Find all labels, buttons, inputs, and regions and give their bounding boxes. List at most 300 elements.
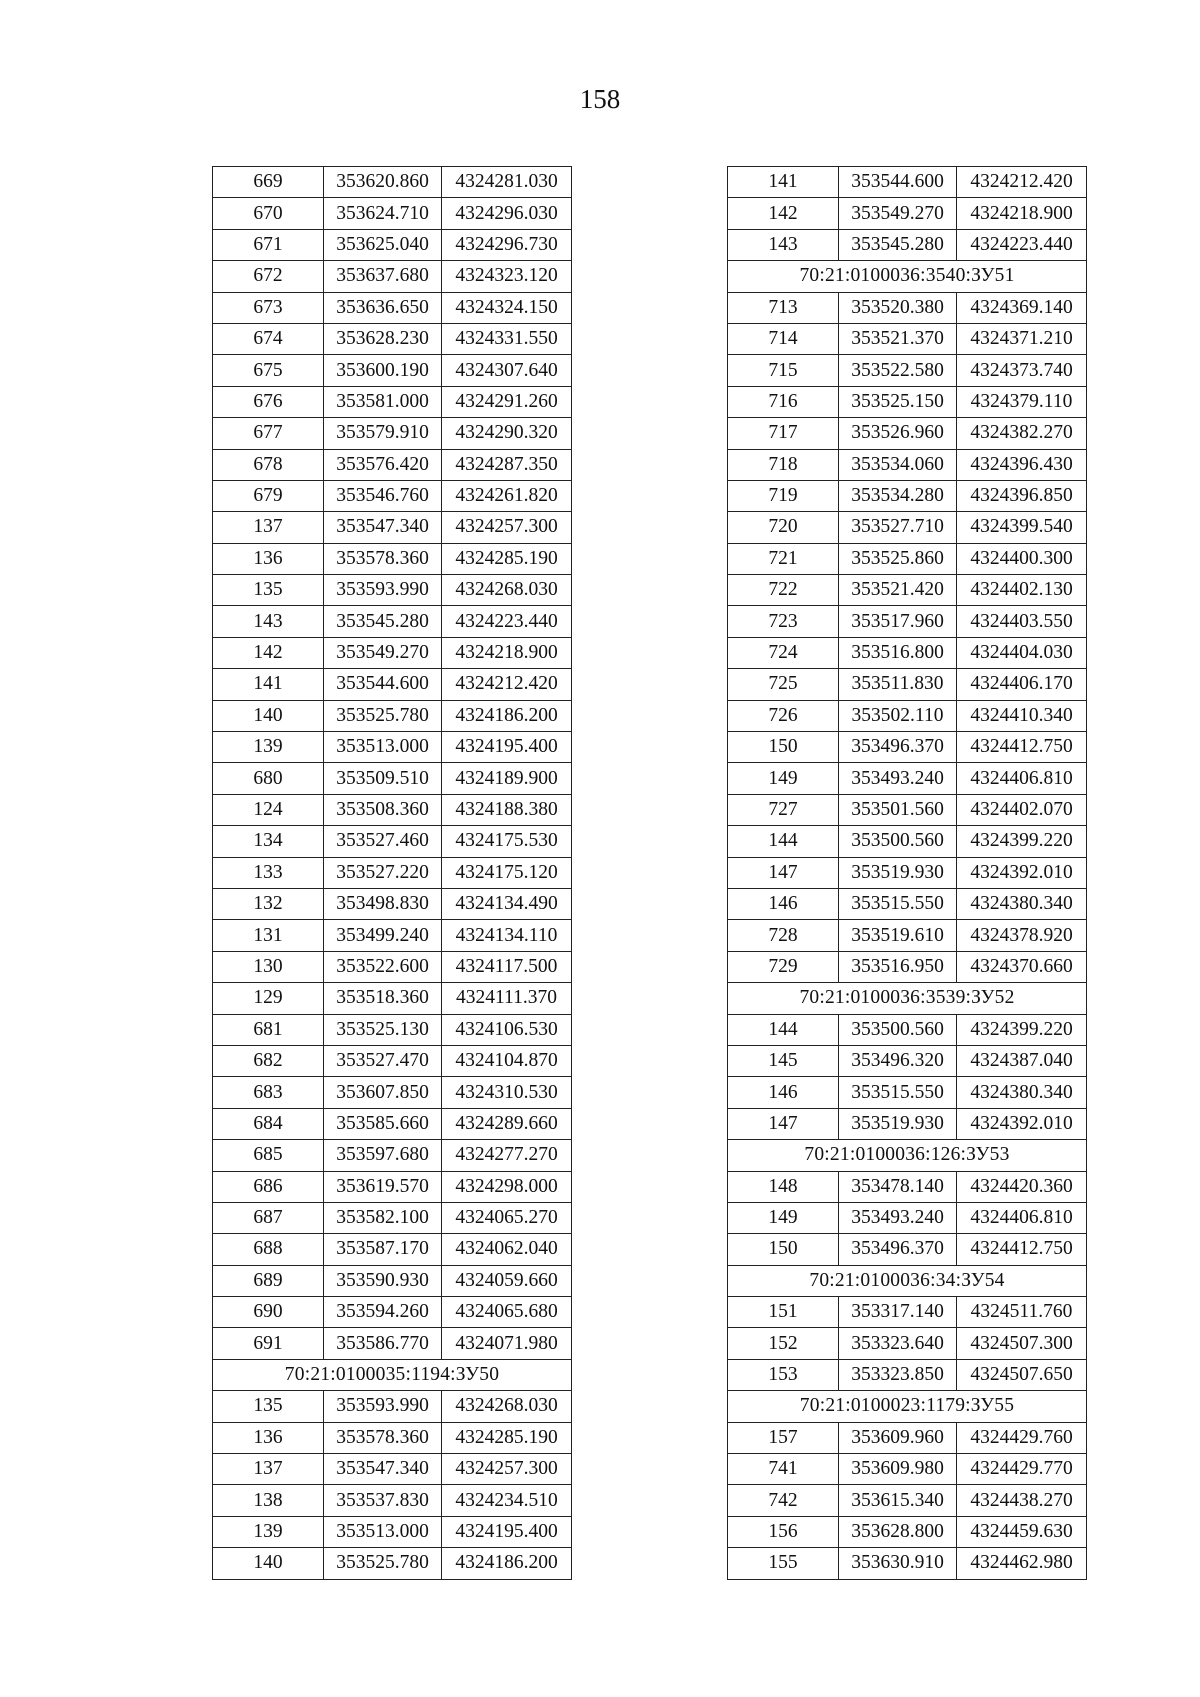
x-coordinate-cell: 353515.550	[839, 888, 957, 919]
x-coordinate-cell: 353522.580	[839, 355, 957, 386]
point-number-cell: 142	[728, 198, 839, 229]
x-coordinate-cell: 353502.110	[839, 700, 957, 731]
table-row	[728, 480, 1087, 511]
table-row	[728, 229, 1087, 260]
y-coordinate-cell: 4324399.220	[957, 826, 1087, 857]
x-coordinate-cell: 353586.770	[324, 1328, 442, 1359]
point-number-cell: 143	[213, 606, 324, 637]
x-coordinate-cell: 353496.370	[839, 1234, 957, 1265]
y-coordinate-cell: 4324212.420	[442, 669, 572, 700]
x-coordinate-cell: 353619.570	[324, 1171, 442, 1202]
table-row	[213, 1045, 572, 1076]
x-coordinate-cell: 353521.370	[839, 323, 957, 354]
table-row	[213, 1297, 572, 1328]
x-coordinate-cell: 353545.280	[324, 606, 442, 637]
table-row	[213, 606, 572, 637]
x-coordinate-cell: 353527.460	[324, 826, 442, 857]
x-coordinate-cell: 353517.960	[839, 606, 957, 637]
y-coordinate-cell: 4324289.660	[442, 1108, 572, 1139]
x-coordinate-cell: 353594.260	[324, 1297, 442, 1328]
y-coordinate-cell: 4324403.550	[957, 606, 1087, 637]
y-coordinate-cell: 4324307.640	[442, 355, 572, 386]
point-number-cell: 151	[728, 1297, 839, 1328]
y-coordinate-cell: 4324380.340	[957, 1077, 1087, 1108]
y-coordinate-cell: 4324296.730	[442, 229, 572, 260]
y-coordinate-cell: 4324175.120	[442, 857, 572, 888]
section-header-row	[728, 1391, 1087, 1422]
x-coordinate-cell: 353547.340	[324, 1454, 442, 1485]
table-row	[728, 1234, 1087, 1265]
y-coordinate-cell: 4324399.540	[957, 512, 1087, 543]
table-row	[213, 983, 572, 1014]
point-number-cell: 136	[213, 543, 324, 574]
point-number-cell: 134	[213, 826, 324, 857]
y-coordinate-cell: 4324462.980	[957, 1548, 1087, 1579]
y-coordinate-cell: 4324285.190	[442, 543, 572, 574]
parcel-id-label: 70:21:0100036:3539:ЗУ52	[728, 983, 1087, 1014]
point-number-cell: 691	[213, 1328, 324, 1359]
x-coordinate-cell: 353509.510	[324, 763, 442, 794]
point-number-cell: 673	[213, 292, 324, 323]
point-number-cell: 680	[213, 763, 324, 794]
x-coordinate-cell: 353478.140	[839, 1171, 957, 1202]
point-number-cell: 145	[728, 1045, 839, 1076]
table-row	[728, 920, 1087, 951]
table-row	[213, 732, 572, 763]
x-coordinate-cell: 353628.800	[839, 1516, 957, 1547]
x-coordinate-cell: 353607.850	[324, 1077, 442, 1108]
point-number-cell: 155	[728, 1548, 839, 1579]
x-coordinate-cell: 353630.910	[839, 1548, 957, 1579]
point-number-cell: 727	[728, 794, 839, 825]
parcel-id-label: 70:21:0100036:34:ЗУ54	[728, 1265, 1087, 1296]
parcel-id-label: 70:21:0100035:1194:ЗУ50	[213, 1359, 572, 1390]
section-header-row	[728, 1140, 1087, 1171]
y-coordinate-cell: 4324287.350	[442, 449, 572, 480]
y-coordinate-cell: 4324387.040	[957, 1045, 1087, 1076]
table-row	[213, 1108, 572, 1139]
x-coordinate-cell: 353519.930	[839, 857, 957, 888]
y-coordinate-cell: 4324218.900	[957, 198, 1087, 229]
y-coordinate-cell: 4324406.170	[957, 669, 1087, 700]
y-coordinate-cell: 4324234.510	[442, 1485, 572, 1516]
y-coordinate-cell: 4324310.530	[442, 1077, 572, 1108]
table-row	[728, 449, 1087, 480]
point-number-cell: 139	[213, 732, 324, 763]
y-coordinate-cell: 4324392.010	[957, 857, 1087, 888]
x-coordinate-cell: 353496.370	[839, 732, 957, 763]
table-row	[213, 261, 572, 292]
table-row	[728, 606, 1087, 637]
x-coordinate-cell: 353498.830	[324, 888, 442, 919]
point-number-cell: 129	[213, 983, 324, 1014]
table-row	[213, 857, 572, 888]
x-coordinate-cell: 353525.130	[324, 1014, 442, 1045]
coordinates-table-left	[212, 166, 572, 1580]
y-coordinate-cell: 4324175.530	[442, 826, 572, 857]
y-coordinate-cell: 4324369.140	[957, 292, 1087, 323]
y-coordinate-cell: 4324223.440	[442, 606, 572, 637]
x-coordinate-cell: 353499.240	[324, 920, 442, 951]
point-number-cell: 150	[728, 732, 839, 763]
table-row	[728, 292, 1087, 323]
point-number-cell: 679	[213, 480, 324, 511]
point-number-cell: 721	[728, 543, 839, 574]
x-coordinate-cell: 353625.040	[324, 229, 442, 260]
x-coordinate-cell: 353323.640	[839, 1328, 957, 1359]
x-coordinate-cell: 353513.000	[324, 732, 442, 763]
y-coordinate-cell: 4324062.040	[442, 1234, 572, 1265]
y-coordinate-cell: 4324370.660	[957, 951, 1087, 982]
x-coordinate-cell: 353579.910	[324, 418, 442, 449]
y-coordinate-cell: 4324324.150	[442, 292, 572, 323]
table-row	[213, 669, 572, 700]
y-coordinate-cell: 4324186.200	[442, 700, 572, 731]
y-coordinate-cell: 4324195.400	[442, 1516, 572, 1547]
x-coordinate-cell: 353534.280	[839, 480, 957, 511]
point-number-cell: 156	[728, 1516, 839, 1547]
y-coordinate-cell: 4324257.300	[442, 1454, 572, 1485]
point-number-cell: 719	[728, 480, 839, 511]
table-row	[728, 700, 1087, 731]
point-number-cell: 140	[213, 700, 324, 731]
table-row	[213, 888, 572, 919]
y-coordinate-cell: 4324402.130	[957, 575, 1087, 606]
point-number-cell: 689	[213, 1265, 324, 1296]
x-coordinate-cell: 353549.270	[324, 637, 442, 668]
point-number-cell: 678	[213, 449, 324, 480]
x-coordinate-cell: 353525.860	[839, 543, 957, 574]
table-row	[213, 1454, 572, 1485]
y-coordinate-cell: 4324111.370	[442, 983, 572, 1014]
table-row	[728, 1077, 1087, 1108]
table-row	[213, 700, 572, 731]
section-header-row	[728, 983, 1087, 1014]
point-number-cell: 684	[213, 1108, 324, 1139]
x-coordinate-cell: 353521.420	[839, 575, 957, 606]
table-row	[728, 1454, 1087, 1485]
point-number-cell: 137	[213, 512, 324, 543]
table-row	[728, 323, 1087, 354]
section-header-row	[728, 261, 1087, 292]
point-number-cell: 150	[728, 1234, 839, 1265]
y-coordinate-cell: 4324373.740	[957, 355, 1087, 386]
x-coordinate-cell: 353587.170	[324, 1234, 442, 1265]
x-coordinate-cell: 353496.320	[839, 1045, 957, 1076]
point-number-cell: 722	[728, 575, 839, 606]
table-row	[728, 1516, 1087, 1547]
y-coordinate-cell: 4324410.340	[957, 700, 1087, 731]
table-row	[213, 543, 572, 574]
y-coordinate-cell: 4324104.870	[442, 1045, 572, 1076]
x-coordinate-cell: 353628.230	[324, 323, 442, 354]
table-row	[728, 1485, 1087, 1516]
y-coordinate-cell: 4324277.270	[442, 1140, 572, 1171]
y-coordinate-cell: 4324412.750	[957, 732, 1087, 763]
y-coordinate-cell: 4324291.260	[442, 386, 572, 417]
x-coordinate-cell: 353549.270	[839, 198, 957, 229]
y-coordinate-cell: 4324071.980	[442, 1328, 572, 1359]
x-coordinate-cell: 353624.710	[324, 198, 442, 229]
table-row	[728, 732, 1087, 763]
table-row	[728, 857, 1087, 888]
table-row	[213, 1485, 572, 1516]
point-number-cell: 149	[728, 1202, 839, 1233]
y-coordinate-cell: 4324511.760	[957, 1297, 1087, 1328]
x-coordinate-cell: 353520.380	[839, 292, 957, 323]
x-coordinate-cell: 353519.930	[839, 1108, 957, 1139]
table-row	[728, 418, 1087, 449]
table-row	[728, 763, 1087, 794]
y-coordinate-cell: 4324396.850	[957, 480, 1087, 511]
point-number-cell: 137	[213, 1454, 324, 1485]
point-number-cell: 669	[213, 167, 324, 198]
table-row	[213, 794, 572, 825]
point-number-cell: 143	[728, 229, 839, 260]
point-number-cell: 724	[728, 637, 839, 668]
point-number-cell: 136	[213, 1422, 324, 1453]
table-row	[728, 1359, 1087, 1390]
x-coordinate-cell: 353527.710	[839, 512, 957, 543]
y-coordinate-cell: 4324117.500	[442, 951, 572, 982]
y-coordinate-cell: 4324223.440	[957, 229, 1087, 260]
point-number-cell: 716	[728, 386, 839, 417]
point-number-cell: 728	[728, 920, 839, 951]
point-number-cell: 713	[728, 292, 839, 323]
point-number-cell: 690	[213, 1297, 324, 1328]
x-coordinate-cell: 353582.100	[324, 1202, 442, 1233]
x-coordinate-cell: 353578.360	[324, 1422, 442, 1453]
x-coordinate-cell: 353525.150	[839, 386, 957, 417]
table-row	[213, 951, 572, 982]
point-number-cell: 153	[728, 1359, 839, 1390]
point-number-cell: 682	[213, 1045, 324, 1076]
point-number-cell: 144	[728, 1014, 839, 1045]
section-header-row	[728, 1265, 1087, 1296]
y-coordinate-cell: 4324378.920	[957, 920, 1087, 951]
table-row	[728, 1422, 1087, 1453]
y-coordinate-cell: 4324268.030	[442, 1391, 572, 1422]
x-coordinate-cell: 353527.470	[324, 1045, 442, 1076]
y-coordinate-cell: 4324406.810	[957, 1202, 1087, 1233]
point-number-cell: 146	[728, 1077, 839, 1108]
table-row	[213, 1391, 572, 1422]
table-row	[728, 794, 1087, 825]
y-coordinate-cell: 4324507.650	[957, 1359, 1087, 1390]
x-coordinate-cell: 353544.600	[839, 167, 957, 198]
table-row	[728, 198, 1087, 229]
point-number-cell: 148	[728, 1171, 839, 1202]
x-coordinate-cell: 353537.830	[324, 1485, 442, 1516]
x-coordinate-cell: 353545.280	[839, 229, 957, 260]
coordinates-table-right	[727, 166, 1087, 1580]
table-row	[728, 1045, 1087, 1076]
point-number-cell: 133	[213, 857, 324, 888]
x-coordinate-cell: 353493.240	[839, 1202, 957, 1233]
point-number-cell: 671	[213, 229, 324, 260]
table-row	[728, 1328, 1087, 1359]
x-coordinate-cell: 353500.560	[839, 826, 957, 857]
x-coordinate-cell: 353515.550	[839, 1077, 957, 1108]
point-number-cell: 688	[213, 1234, 324, 1265]
table-row	[213, 512, 572, 543]
y-coordinate-cell: 4324438.270	[957, 1485, 1087, 1516]
point-number-cell: 725	[728, 669, 839, 700]
table-row	[728, 951, 1087, 982]
y-coordinate-cell: 4324404.030	[957, 637, 1087, 668]
point-number-cell: 132	[213, 888, 324, 919]
y-coordinate-cell: 4324285.190	[442, 1422, 572, 1453]
table-row	[213, 323, 572, 354]
y-coordinate-cell: 4324429.770	[957, 1454, 1087, 1485]
x-coordinate-cell: 353609.960	[839, 1422, 957, 1453]
table-row	[213, 1014, 572, 1045]
table-row	[213, 229, 572, 260]
y-coordinate-cell: 4324323.120	[442, 261, 572, 292]
table-row	[213, 167, 572, 198]
y-coordinate-cell: 4324396.430	[957, 449, 1087, 480]
table-row	[213, 826, 572, 857]
x-coordinate-cell: 353518.360	[324, 983, 442, 1014]
y-coordinate-cell: 4324065.270	[442, 1202, 572, 1233]
y-coordinate-cell: 4324459.630	[957, 1516, 1087, 1547]
x-coordinate-cell: 353525.780	[324, 700, 442, 731]
y-coordinate-cell: 4324059.660	[442, 1265, 572, 1296]
y-coordinate-cell: 4324134.110	[442, 920, 572, 951]
table-row	[213, 575, 572, 606]
x-coordinate-cell: 353615.340	[839, 1485, 957, 1516]
point-number-cell: 741	[728, 1454, 839, 1485]
x-coordinate-cell: 353516.950	[839, 951, 957, 982]
point-number-cell: 718	[728, 449, 839, 480]
table-row	[728, 1108, 1087, 1139]
table-row	[728, 386, 1087, 417]
table-row	[728, 888, 1087, 919]
point-number-cell: 147	[728, 857, 839, 888]
point-number-cell: 138	[213, 1485, 324, 1516]
point-number-cell: 742	[728, 1485, 839, 1516]
x-coordinate-cell: 353636.650	[324, 292, 442, 323]
point-number-cell: 144	[728, 826, 839, 857]
point-number-cell: 670	[213, 198, 324, 229]
point-number-cell: 149	[728, 763, 839, 794]
table-row	[213, 480, 572, 511]
table-row	[213, 1265, 572, 1296]
table-row	[213, 1548, 572, 1579]
x-coordinate-cell: 353317.140	[839, 1297, 957, 1328]
table-row	[213, 1516, 572, 1547]
point-number-cell: 674	[213, 323, 324, 354]
table-row	[728, 669, 1087, 700]
table-row	[213, 1328, 572, 1359]
table-row	[728, 1171, 1087, 1202]
table-row	[728, 355, 1087, 386]
y-coordinate-cell: 4324400.300	[957, 543, 1087, 574]
point-number-cell: 147	[728, 1108, 839, 1139]
table-row	[728, 826, 1087, 857]
table-row	[213, 1077, 572, 1108]
x-coordinate-cell: 353581.000	[324, 386, 442, 417]
x-coordinate-cell: 353544.600	[324, 669, 442, 700]
page-number: 158	[579, 84, 621, 114]
table-row	[728, 167, 1087, 198]
x-coordinate-cell: 353600.190	[324, 355, 442, 386]
x-coordinate-cell: 353493.240	[839, 763, 957, 794]
y-coordinate-cell: 4324402.070	[957, 794, 1087, 825]
x-coordinate-cell: 353511.830	[839, 669, 957, 700]
x-coordinate-cell: 353501.560	[839, 794, 957, 825]
x-coordinate-cell: 353593.990	[324, 1391, 442, 1422]
parcel-id-label: 70:21:0100036:3540:ЗУ51	[728, 261, 1087, 292]
y-coordinate-cell: 4324218.900	[442, 637, 572, 668]
table-row	[728, 1014, 1087, 1045]
y-coordinate-cell: 4324379.110	[957, 386, 1087, 417]
x-coordinate-cell: 353513.000	[324, 1516, 442, 1547]
point-number-cell: 152	[728, 1328, 839, 1359]
y-coordinate-cell: 4324380.340	[957, 888, 1087, 919]
x-coordinate-cell: 353500.560	[839, 1014, 957, 1045]
parcel-id-label: 70:21:0100036:126:ЗУ53	[728, 1140, 1087, 1171]
table-row	[728, 1297, 1087, 1328]
table-row	[213, 637, 572, 668]
point-number-cell: 675	[213, 355, 324, 386]
table-row	[728, 637, 1087, 668]
x-coordinate-cell: 353525.780	[324, 1548, 442, 1579]
point-number-cell: 131	[213, 920, 324, 951]
x-coordinate-cell: 353516.800	[839, 637, 957, 668]
x-coordinate-cell: 353637.680	[324, 261, 442, 292]
y-coordinate-cell: 4324406.810	[957, 763, 1087, 794]
point-number-cell: 677	[213, 418, 324, 449]
table-row	[213, 1140, 572, 1171]
x-coordinate-cell: 353534.060	[839, 449, 957, 480]
y-coordinate-cell: 4324065.680	[442, 1297, 572, 1328]
point-number-cell: 729	[728, 951, 839, 982]
point-number-cell: 146	[728, 888, 839, 919]
x-coordinate-cell: 353609.980	[839, 1454, 957, 1485]
y-coordinate-cell: 4324412.750	[957, 1234, 1087, 1265]
y-coordinate-cell: 4324261.820	[442, 480, 572, 511]
y-coordinate-cell: 4324290.320	[442, 418, 572, 449]
section-header-row	[213, 1359, 572, 1390]
x-coordinate-cell: 353578.360	[324, 543, 442, 574]
y-coordinate-cell: 4324106.530	[442, 1014, 572, 1045]
point-number-cell: 124	[213, 794, 324, 825]
y-coordinate-cell: 4324186.200	[442, 1548, 572, 1579]
y-coordinate-cell: 4324331.550	[442, 323, 572, 354]
point-number-cell: 135	[213, 575, 324, 606]
table-row	[728, 512, 1087, 543]
point-number-cell: 715	[728, 355, 839, 386]
point-number-cell: 676	[213, 386, 324, 417]
point-number-cell: 681	[213, 1014, 324, 1045]
point-number-cell: 717	[728, 418, 839, 449]
x-coordinate-cell: 353323.850	[839, 1359, 957, 1390]
y-coordinate-cell: 4324507.300	[957, 1328, 1087, 1359]
point-number-cell: 141	[213, 669, 324, 700]
x-coordinate-cell: 353519.610	[839, 920, 957, 951]
point-number-cell: 139	[213, 1516, 324, 1547]
table-row	[213, 449, 572, 480]
x-coordinate-cell: 353546.760	[324, 480, 442, 511]
table-row	[213, 355, 572, 386]
point-number-cell: 687	[213, 1202, 324, 1233]
x-coordinate-cell: 353527.220	[324, 857, 442, 888]
x-coordinate-cell: 353508.360	[324, 794, 442, 825]
y-coordinate-cell: 4324189.900	[442, 763, 572, 794]
x-coordinate-cell: 353526.960	[839, 418, 957, 449]
table-row	[213, 920, 572, 951]
